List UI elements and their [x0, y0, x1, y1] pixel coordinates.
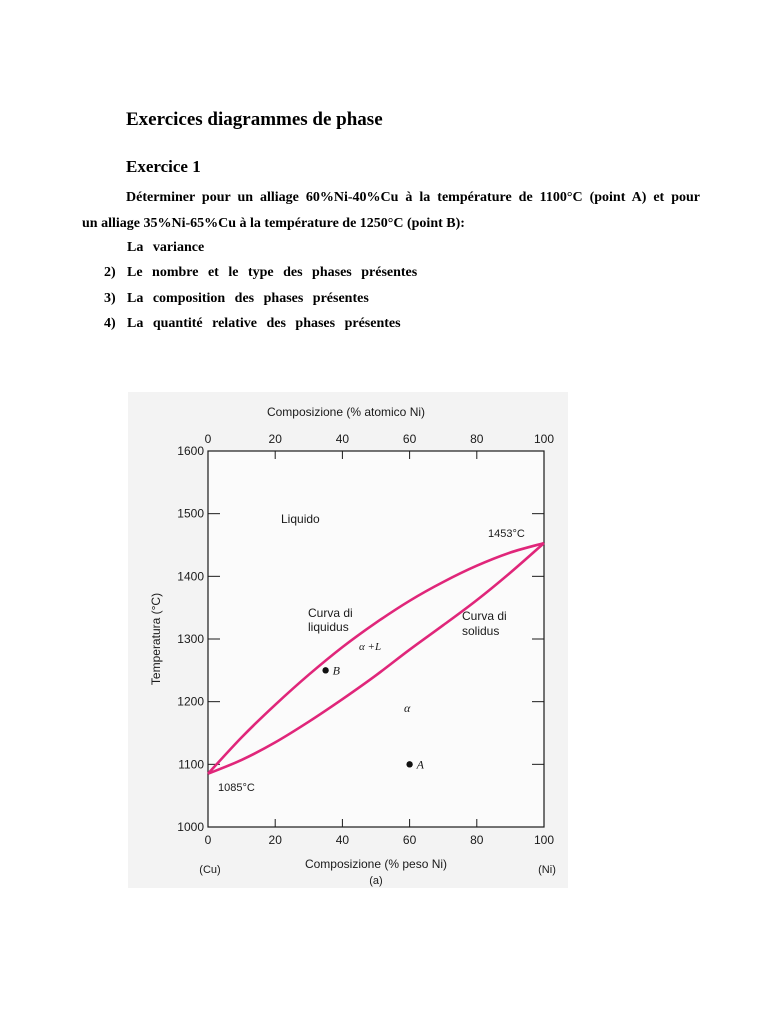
figure-caption: (a) — [369, 875, 383, 887]
ni-melting-point-label: 1453°C — [488, 528, 525, 540]
question-text: Le nombre et le type des phases présentes — [127, 265, 418, 280]
page-title: Exercices diagrammes de phase — [126, 109, 383, 130]
question-text: La composition des phases présentes — [127, 291, 369, 306]
point-a-marker — [406, 761, 412, 767]
question-item — [104, 316, 401, 332]
y-tick-label: 1300 — [177, 632, 204, 646]
question-text: La quantité relative des phases présentes — [127, 316, 401, 331]
alpha-region-label: α — [404, 701, 411, 715]
phase-diagram-figure — [128, 392, 568, 888]
liquid-region-label: Liquido — [281, 512, 320, 526]
top-tick-label: 100 — [533, 432, 555, 446]
cu-end-label: (Cu) — [199, 864, 221, 876]
x-tick-label: 100 — [533, 833, 555, 847]
phase-diagram-chart — [128, 392, 568, 888]
y-tick-label: 1400 — [177, 569, 204, 584]
liquidus-label-line2: liquidus — [308, 620, 349, 634]
y-axis-title: Temperatura (°C) — [149, 592, 163, 686]
two-phase-label: α +L — [359, 641, 382, 653]
top-tick-label: 0 — [204, 432, 212, 446]
y-tick-label: 1000 — [177, 820, 204, 834]
x-tick-label: 0 — [204, 833, 212, 847]
question-number: 3) — [104, 291, 116, 306]
point-b-label: B — [332, 663, 340, 678]
x-axis-title: Composizione (% peso Ni) — [304, 857, 448, 871]
y-tick-label: 1600 — [177, 444, 204, 458]
question-item — [104, 240, 204, 256]
x-tick-label: 60 — [402, 833, 417, 847]
question-number: 4) — [104, 316, 116, 331]
point-b-marker — [322, 667, 328, 673]
top-tick-label: 40 — [335, 432, 350, 446]
x-tick-label: 20 — [268, 833, 282, 847]
question-item — [104, 291, 369, 307]
point-a-label: A — [416, 757, 424, 772]
x-tick-label: 40 — [335, 833, 350, 847]
question-text: La variance — [127, 240, 205, 255]
question-number: 2) — [104, 265, 116, 280]
exercise-statement-line1: Déterminer pour un alliage 60%Ni-40%Cu à la température de 1100°C (point A) et pour — [126, 190, 700, 205]
top-tick-label: 80 — [470, 432, 484, 446]
top-tick-label: 60 — [402, 432, 417, 446]
ni-end-label: (Ni) — [538, 864, 556, 876]
y-tick-label: 1500 — [177, 506, 204, 521]
solidus-label-line2: solidus — [462, 624, 500, 638]
exercise-statement-line2: un alliage 35%Ni-65%Cu à la température de 1250°C (point B): — [82, 216, 465, 231]
plot-frame — [208, 451, 544, 827]
y-tick-label: 1200 — [177, 694, 204, 709]
y-tick-label: 1100 — [178, 757, 204, 772]
top-tick-label: 20 — [268, 432, 282, 446]
top-axis-title: Composizione (% atomico Ni) — [266, 405, 426, 419]
liquidus-label-line1: Curva di — [308, 606, 353, 620]
x-tick-label: 80 — [470, 833, 484, 847]
exercise-heading: Exercice 1 — [126, 157, 201, 176]
cu-melting-point-label: 1085°C — [218, 782, 255, 794]
solidus-label-line1: Curva di — [462, 609, 507, 623]
question-item — [104, 265, 417, 281]
